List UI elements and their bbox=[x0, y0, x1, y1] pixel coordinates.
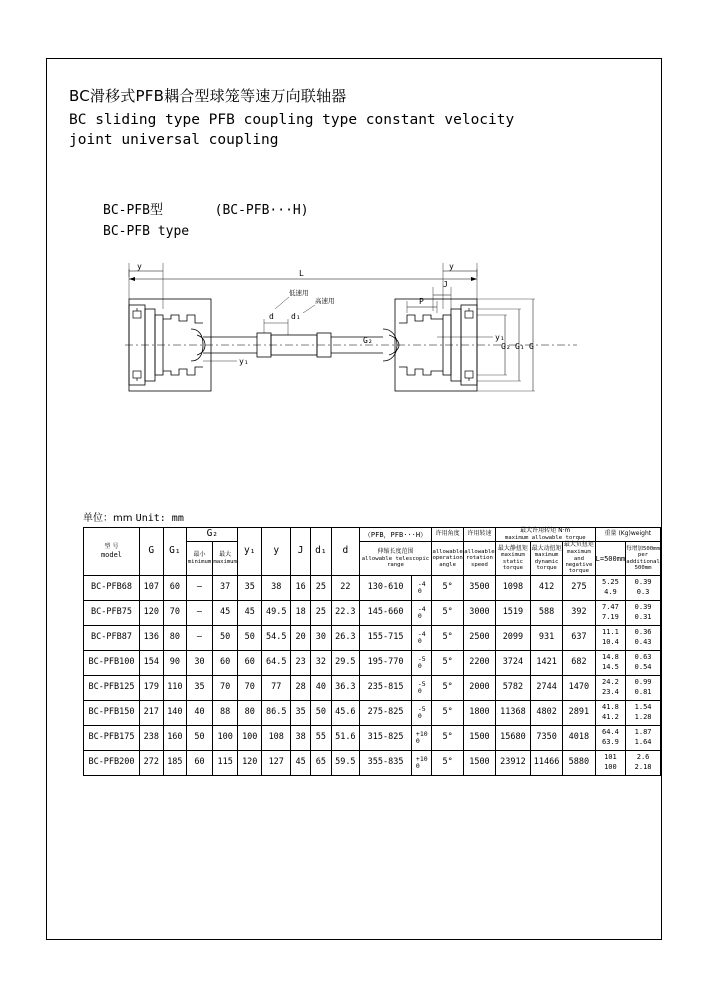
th-range: 伸缩长度范围 allowable telescopic range bbox=[359, 542, 431, 576]
cell-torque-static: 11368 bbox=[495, 700, 530, 725]
th-angle: 许用角度 bbox=[432, 528, 464, 542]
table-row bbox=[84, 725, 661, 750]
cell-range-tolerance: -4 0 bbox=[412, 575, 432, 600]
cell-d1: 25 bbox=[310, 600, 331, 625]
th-model bbox=[84, 528, 140, 576]
units-note-cn: 单位：mm bbox=[83, 513, 133, 524]
cell-model: BC-PFB200 bbox=[84, 750, 140, 775]
cell-range: 195-770 bbox=[359, 650, 412, 675]
cell-J: 18 bbox=[291, 600, 310, 625]
cell-G2-max: 37 bbox=[212, 575, 238, 600]
table-row bbox=[84, 600, 661, 625]
th-J: J bbox=[291, 528, 310, 576]
th-weight-per500: 每增加500mm per additional 500mm bbox=[626, 542, 661, 576]
cell-torque-static: 1519 bbox=[495, 600, 530, 625]
th-speed-en: allowable rotation speed bbox=[464, 542, 496, 576]
cell-J: 38 bbox=[291, 725, 310, 750]
cell-weight-per500: 1.54 1.28 bbox=[626, 700, 661, 725]
title-en-line1: BC sliding type PFB coupling type constant velocity bbox=[69, 112, 515, 128]
cell-torque-dynamic: 412 bbox=[531, 575, 563, 600]
cell-G2-min: — bbox=[187, 625, 213, 650]
title-en-line2: joint universal coupling bbox=[69, 132, 279, 148]
cell-G2-max: 50 bbox=[212, 625, 238, 650]
th-d1: d₁ bbox=[310, 528, 331, 576]
cell-weight-l500: 101 100 bbox=[595, 750, 626, 775]
cell-range-tolerance: -5 0 bbox=[412, 650, 432, 675]
cell-range: 130-610 bbox=[359, 575, 412, 600]
cell-range: 355-835 bbox=[359, 750, 412, 775]
th-G2-min: 最小 minimum bbox=[187, 542, 213, 576]
cell-d1: 65 bbox=[310, 750, 331, 775]
cell-torque-dynamic: 4802 bbox=[531, 700, 563, 725]
cell-J: 35 bbox=[291, 700, 310, 725]
cell-torque-negative: 637 bbox=[563, 625, 595, 650]
cell-range-tolerance: -4 0 bbox=[412, 600, 432, 625]
cell-range-tolerance: -4 0 bbox=[412, 625, 432, 650]
th-G2: G₂ bbox=[187, 528, 238, 542]
cell-y: 54.5 bbox=[262, 625, 291, 650]
spec-table bbox=[83, 527, 661, 776]
cell-G1: 160 bbox=[163, 725, 187, 750]
cell-torque-negative: 392 bbox=[563, 600, 595, 625]
cell-y1: 45 bbox=[238, 600, 262, 625]
cell-speed: 2500 bbox=[464, 625, 496, 650]
th-d: d bbox=[331, 528, 359, 576]
cell-torque-static: 5782 bbox=[495, 675, 530, 700]
cell-G: 154 bbox=[139, 650, 163, 675]
table-row bbox=[84, 650, 661, 675]
cell-range-tolerance: +10 0 bbox=[412, 750, 432, 775]
th-torque-static: 最大静扭矩 maximum static torque bbox=[495, 542, 530, 576]
units-note-en: Unit: mm bbox=[135, 513, 184, 524]
cell-model: BC-PFB100 bbox=[84, 650, 140, 675]
cell-G: 238 bbox=[139, 725, 163, 750]
cell-d1: 30 bbox=[310, 625, 331, 650]
cell-J: 23 bbox=[291, 650, 310, 675]
cell-angle: 5° bbox=[432, 750, 464, 775]
cell-range-tolerance: -5 0 bbox=[412, 675, 432, 700]
cell-y1: 60 bbox=[238, 650, 262, 675]
cell-y1: 80 bbox=[238, 700, 262, 725]
cell-G: 179 bbox=[139, 675, 163, 700]
cell-G2-min: 30 bbox=[187, 650, 213, 675]
cell-y: 64.5 bbox=[262, 650, 291, 675]
th-G1: G₁ bbox=[163, 528, 187, 576]
cell-J: 16 bbox=[291, 575, 310, 600]
cell-y1: 50 bbox=[238, 625, 262, 650]
cell-weight-per500: 2.6 2.18 bbox=[626, 750, 661, 775]
th-torque-title: 最大许用转矩 N·m maximum allowable torque bbox=[495, 528, 595, 542]
cell-G1: 185 bbox=[163, 750, 187, 775]
cell-d1: 40 bbox=[310, 675, 331, 700]
technical-drawing bbox=[107, 249, 607, 439]
cell-torque-static: 15680 bbox=[495, 725, 530, 750]
cell-G2-max: 115 bbox=[212, 750, 238, 775]
table-row bbox=[84, 625, 661, 650]
subtitle-model-row bbox=[103, 199, 309, 218]
label-J: J bbox=[443, 280, 448, 289]
cell-torque-negative: 682 bbox=[563, 650, 595, 675]
th-range-title: （PFB，PFB···H） bbox=[359, 528, 431, 542]
cell-d: 45.6 bbox=[331, 700, 359, 725]
cell-speed: 1800 bbox=[464, 700, 496, 725]
cell-weight-per500: 0.36 0.43 bbox=[626, 625, 661, 650]
note-high-speed: 高速用 bbox=[315, 297, 335, 305]
cell-weight-l500: 64.4 63.9 bbox=[595, 725, 626, 750]
subtitle-block bbox=[103, 199, 309, 239]
cell-range: 145-660 bbox=[359, 600, 412, 625]
cell-weight-l500: 5.25 4.9 bbox=[595, 575, 626, 600]
cell-range: 235-815 bbox=[359, 675, 412, 700]
cell-G1: 110 bbox=[163, 675, 187, 700]
th-torque-neg: 最大负扭矩 maximum and negative torque bbox=[563, 541, 594, 575]
note-low-speed: 低速用 bbox=[289, 289, 309, 297]
cell-weight-per500: 0.39 0.31 bbox=[626, 600, 661, 625]
cell-d1: 25 bbox=[310, 575, 331, 600]
label-y1-right: y₁ bbox=[495, 333, 505, 342]
cell-d1: 50 bbox=[310, 700, 331, 725]
cell-angle: 5° bbox=[432, 700, 464, 725]
cell-G: 107 bbox=[139, 575, 163, 600]
cell-model: BC-PFB68 bbox=[84, 575, 140, 600]
table-row bbox=[84, 675, 661, 700]
th-speed: 许用转速 bbox=[464, 528, 496, 542]
cell-torque-dynamic: 11466 bbox=[531, 750, 563, 775]
cell-torque-negative: 2891 bbox=[563, 700, 595, 725]
label-y-right: y bbox=[449, 262, 454, 271]
cell-y1: 120 bbox=[238, 750, 262, 775]
cell-J: 28 bbox=[291, 675, 310, 700]
subtitle-model-en: BC-PFB type bbox=[103, 224, 190, 239]
cell-G1: 60 bbox=[163, 575, 187, 600]
subtitle-model-cn: BC-PFB型 bbox=[103, 203, 163, 218]
cell-G2-max: 100 bbox=[212, 725, 238, 750]
cell-model: BC-PFB125 bbox=[84, 675, 140, 700]
cell-speed: 3500 bbox=[464, 575, 496, 600]
cell-G2-max: 88 bbox=[212, 700, 238, 725]
cell-d: 59.5 bbox=[331, 750, 359, 775]
cell-J: 45 bbox=[291, 750, 310, 775]
cell-torque-dynamic: 588 bbox=[531, 600, 563, 625]
cell-model: BC-PFB150 bbox=[84, 700, 140, 725]
label-G-right: G bbox=[529, 342, 534, 351]
cell-torque-dynamic: 7350 bbox=[531, 725, 563, 750]
cell-angle: 5° bbox=[432, 625, 464, 650]
cell-d: 22 bbox=[331, 575, 359, 600]
cell-G: 136 bbox=[139, 625, 163, 650]
label-P: P bbox=[419, 297, 424, 306]
cell-y: 49.5 bbox=[262, 600, 291, 625]
cell-G2-max: 70 bbox=[212, 675, 238, 700]
cell-angle: 5° bbox=[432, 600, 464, 625]
cell-y: 86.5 bbox=[262, 700, 291, 725]
cell-range: 275-825 bbox=[359, 700, 412, 725]
th-angle-en: allowable operation angle bbox=[432, 542, 464, 576]
cell-J: 20 bbox=[291, 625, 310, 650]
cell-d1: 32 bbox=[310, 650, 331, 675]
cell-speed: 3000 bbox=[464, 600, 496, 625]
cell-y: 38 bbox=[262, 575, 291, 600]
cell-G2-min: — bbox=[187, 600, 213, 625]
th-y: y bbox=[262, 528, 291, 576]
drawing-svg bbox=[107, 249, 607, 439]
cell-d: 29.5 bbox=[331, 650, 359, 675]
label-G2-right: G₂ bbox=[501, 342, 511, 351]
subtitle-model-paren: (BC-PFB···H) bbox=[214, 203, 309, 218]
cell-d: 51.6 bbox=[331, 725, 359, 750]
cell-speed: 1500 bbox=[464, 725, 496, 750]
cell-torque-negative: 5880 bbox=[563, 750, 595, 775]
cell-model: BC-PFB175 bbox=[84, 725, 140, 750]
cell-weight-per500: 1.87 1.64 bbox=[626, 725, 661, 750]
th-weight-l500: L=500mm bbox=[595, 542, 626, 576]
cell-torque-dynamic: 2744 bbox=[531, 675, 563, 700]
th-model-en: model bbox=[100, 550, 123, 559]
cell-weight-l500: 24.2 23.4 bbox=[595, 675, 626, 700]
th-G2-max: 最大 maximum bbox=[212, 542, 238, 576]
cell-weight-l500: 14.8 14.5 bbox=[595, 650, 626, 675]
th-G: G bbox=[139, 528, 163, 576]
title-cn: BC滑移式PFB耦合型球笼等速万向联轴器 bbox=[69, 87, 347, 105]
cell-y: 77 bbox=[262, 675, 291, 700]
cell-torque-static: 1098 bbox=[495, 575, 530, 600]
cell-model: BC-PFB75 bbox=[84, 600, 140, 625]
label-d: d bbox=[269, 312, 274, 321]
spec-table-body bbox=[84, 575, 661, 775]
cell-torque-negative: 1470 bbox=[563, 675, 595, 700]
cell-G2-min: 35 bbox=[187, 675, 213, 700]
cell-G2-max: 45 bbox=[212, 600, 238, 625]
cell-G2-min: 50 bbox=[187, 725, 213, 750]
cell-d: 26.3 bbox=[331, 625, 359, 650]
th-weight-title: 重量 (Kg)weight bbox=[595, 528, 660, 542]
cell-y1: 35 bbox=[238, 575, 262, 600]
cell-y1: 100 bbox=[238, 725, 262, 750]
cell-d: 22.3 bbox=[331, 600, 359, 625]
th-y1: y₁ bbox=[238, 528, 262, 576]
label-y1-left: y₁ bbox=[239, 357, 249, 366]
cell-y: 108 bbox=[262, 725, 291, 750]
cell-torque-static: 23912 bbox=[495, 750, 530, 775]
cell-weight-per500: 0.39 0.3 bbox=[626, 575, 661, 600]
cell-weight-l500: 41.8 41.2 bbox=[595, 700, 626, 725]
cell-range: 315-825 bbox=[359, 725, 412, 750]
cell-torque-static: 3724 bbox=[495, 650, 530, 675]
table-row bbox=[84, 575, 661, 600]
cell-y1: 70 bbox=[238, 675, 262, 700]
cell-G1: 90 bbox=[163, 650, 187, 675]
cell-angle: 5° bbox=[432, 725, 464, 750]
cell-torque-static: 2099 bbox=[495, 625, 530, 650]
label-G1-right: G₁ bbox=[515, 342, 525, 351]
label-y-left: y bbox=[137, 262, 142, 271]
cell-G2-min: — bbox=[187, 575, 213, 600]
units-note bbox=[83, 509, 184, 524]
cell-torque-negative: 4018 bbox=[563, 725, 595, 750]
cell-angle: 5° bbox=[432, 650, 464, 675]
cell-range-tolerance: -5 0 bbox=[412, 700, 432, 725]
cell-speed: 1500 bbox=[464, 750, 496, 775]
cell-weight-l500: 7.47 7.19 bbox=[595, 600, 626, 625]
table-row bbox=[84, 700, 661, 725]
cell-angle: 5° bbox=[432, 575, 464, 600]
th-torque-dyn: 最大动扭矩 maximum dynamic torque bbox=[531, 542, 563, 576]
cell-model: BC-PFB87 bbox=[84, 625, 140, 650]
cell-weight-per500: 0.99 0.81 bbox=[626, 675, 661, 700]
cell-G2-min: 40 bbox=[187, 700, 213, 725]
cell-G: 120 bbox=[139, 600, 163, 625]
title-block bbox=[69, 85, 629, 150]
cell-speed: 2000 bbox=[464, 675, 496, 700]
cell-range-tolerance: +10 0 bbox=[412, 725, 432, 750]
cell-torque-dynamic: 931 bbox=[531, 625, 563, 650]
cell-angle: 5° bbox=[432, 675, 464, 700]
cell-weight-l500: 11.1 10.4 bbox=[595, 625, 626, 650]
cell-G1: 80 bbox=[163, 625, 187, 650]
label-G2-mid: G₂ bbox=[363, 336, 373, 345]
cell-torque-dynamic: 1421 bbox=[531, 650, 563, 675]
title-en bbox=[69, 110, 629, 150]
label-L: L bbox=[299, 269, 304, 278]
cell-weight-per500: 0.63 0.54 bbox=[626, 650, 661, 675]
cell-d: 36.3 bbox=[331, 675, 359, 700]
cell-G1: 70 bbox=[163, 600, 187, 625]
table-row bbox=[84, 750, 661, 775]
cell-y: 127 bbox=[262, 750, 291, 775]
label-d1: d₁ bbox=[291, 312, 301, 321]
page-border bbox=[46, 58, 662, 940]
cell-d1: 55 bbox=[310, 725, 331, 750]
cell-G: 217 bbox=[139, 700, 163, 725]
cell-G2-max: 60 bbox=[212, 650, 238, 675]
cell-G: 272 bbox=[139, 750, 163, 775]
cell-torque-negative: 275 bbox=[563, 575, 595, 600]
cell-G1: 140 bbox=[163, 700, 187, 725]
th-model-cn: 型 号 bbox=[104, 542, 119, 550]
cell-G2-min: 60 bbox=[187, 750, 213, 775]
cell-speed: 2200 bbox=[464, 650, 496, 675]
cell-range: 155-715 bbox=[359, 625, 412, 650]
